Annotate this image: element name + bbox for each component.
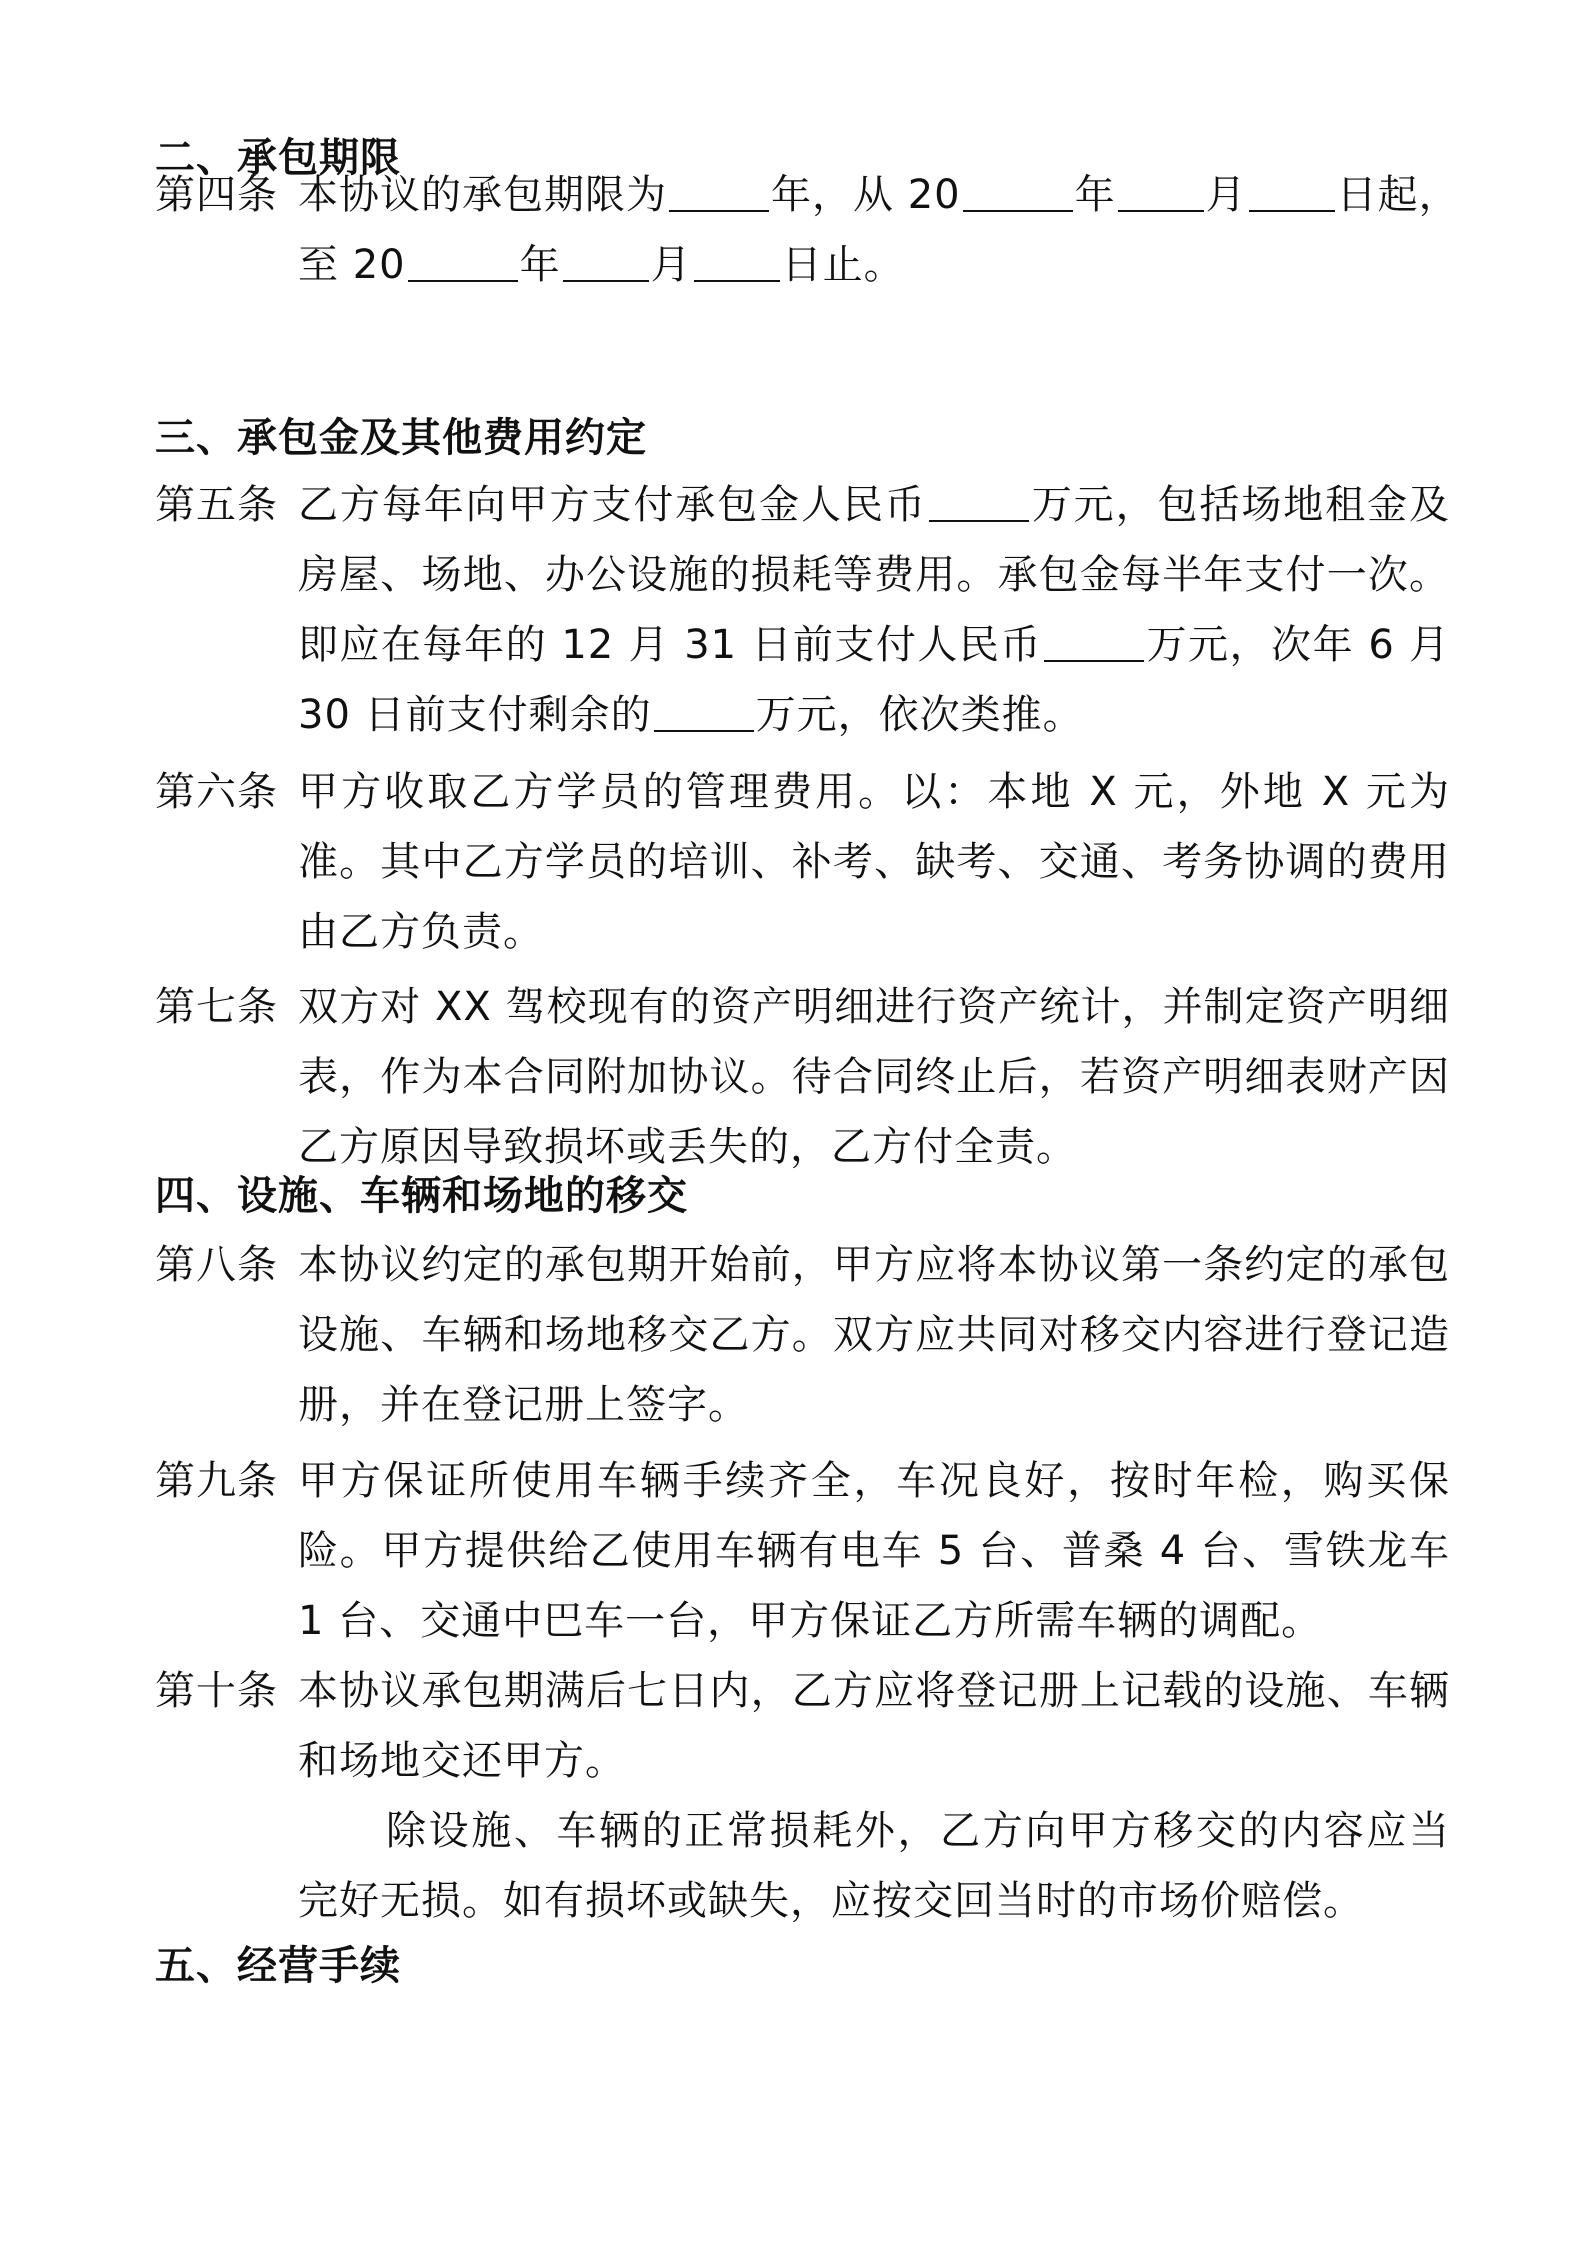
article-5-number: 第五条 — [155, 482, 278, 528]
article-10-paragraph-1: 本协议承包期满后七日内，乙方应将登记册上记载的设施、车辆和场地交还甲方。 — [298, 1668, 1450, 1784]
article-6-text: 甲方收取乙方学员的管理费用。以：本地 X 元，外地 X 元为准。其中乙方学员的培训、补考、缺考、交通、考务协调的费用由乙方负责。 — [298, 769, 1450, 955]
article-9-body — [298, 1446, 1450, 1656]
article-5-body: 乙方每年向甲方支付承包金人民币 万元，包括场地租金及房屋、场地、办公设施的损耗等费用。承包金每半年支付一次。即应在每年的 12 月 31 日前支付人民币 万元，次年 6 月 30 日前支付剩余的 万元，依次类推。 — [298, 482, 1451, 738]
article-7 — [155, 972, 1450, 1182]
article-4-body: 本协议的承包期限为 年，从 20 年 月 日起， 至 20 年 月 日止。 — [298, 172, 1460, 288]
blank-start-month[interactable] — [1118, 170, 1204, 212]
article-9 — [155, 1446, 1450, 1656]
article-4 — [155, 160, 1460, 300]
article-8 — [155, 1230, 1450, 1440]
blank-first-payment[interactable] — [1044, 620, 1144, 662]
article-10-number: 第十条 — [155, 1668, 278, 1714]
article-6 — [155, 757, 1450, 967]
article-7-text: 双方对 XX 驾校现有的资产明细进行资产统计，并制定资产明细表，作为本合同附加协议。待合同终止后，若资产明细表财产因乙方原因导致损坏或丢失的，乙方付全责。 — [298, 984, 1450, 1170]
article-7-body — [298, 972, 1450, 1182]
article-7-number: 第七条 — [155, 984, 278, 1030]
blank-end-year[interactable] — [408, 240, 518, 282]
blank-end-month[interactable] — [563, 240, 649, 282]
article-8-text: 本协议约定的承包期开始前，甲方应将本协议第一条约定的承包设施、车辆和场地移交乙方。双方应共同对移交内容进行登记造册，并在登记册上签字。 — [298, 1242, 1450, 1428]
article-8-body — [298, 1230, 1450, 1440]
blank-start-day[interactable] — [1249, 170, 1335, 212]
blank-start-year[interactable] — [963, 170, 1073, 212]
article-6-number: 第六条 — [155, 769, 278, 815]
blank-annual-fee[interactable] — [929, 480, 1029, 522]
section-heading-procedures: 五、经营手续 — [155, 1943, 401, 1989]
article-6-body — [298, 757, 1450, 967]
article-9-text: 甲方保证所使用车辆手续齐全，车况良好，按时年检，购买保险。甲方提供给乙使用车辆有电车 5 台、普桑 4 台、雪铁龙车 1 台、交通中巴车一台，甲方保证乙方所需车辆的调配。 — [298, 1458, 1450, 1644]
article-10-body — [298, 1656, 1450, 1936]
article-5 — [155, 470, 1450, 750]
blank-remaining-payment[interactable] — [654, 690, 754, 732]
section-heading-term: 二、承包期限 — [155, 135, 401, 181]
article-9-number: 第九条 — [155, 1458, 278, 1504]
blank-end-day[interactable] — [694, 240, 780, 282]
blank-years[interactable] — [669, 170, 769, 212]
section-heading-handover: 四、设施、车辆和场地的移交 — [155, 1173, 688, 1219]
article-4-number: 第四条 — [155, 172, 278, 218]
article-10 — [155, 1656, 1450, 1936]
article-8-number: 第八条 — [155, 1242, 278, 1288]
article-10-paragraph-2: 除设施、车辆的正常损耗外，乙方向甲方移交的内容应当完好无损。如有损坏或缺失，应按交回当时的市场价赔偿。 — [298, 1808, 1450, 1924]
section-heading-fees: 三、承包金及其他费用约定 — [155, 415, 647, 461]
